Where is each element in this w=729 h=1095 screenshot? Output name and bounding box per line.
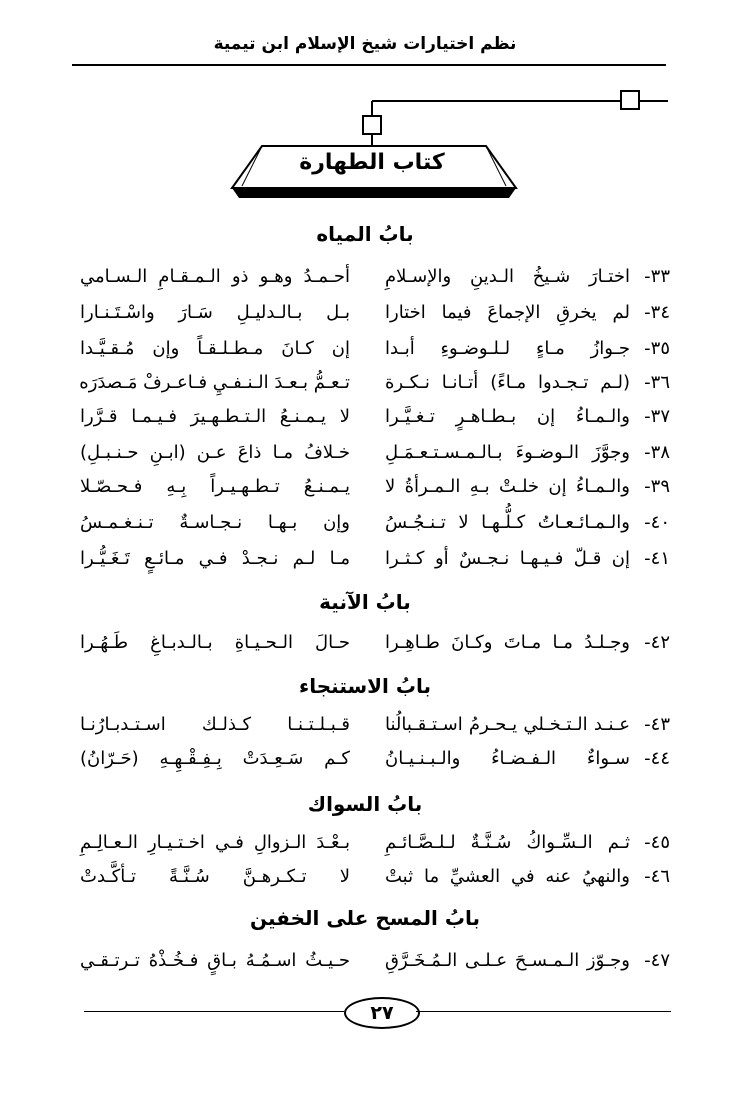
verse-first-hemistich: إن قـلّ فـيـهـا نـجـسٌ أو كـثـرا <box>385 548 630 569</box>
chapter-heading-khuffs: بابُ المسح على الخفين <box>250 906 480 930</box>
verse-number: ٤٢- <box>644 632 670 653</box>
verse-number: ٣٩- <box>644 476 670 497</box>
verse-number: ٤٧- <box>644 950 670 971</box>
verse-number: ٣٨- <box>644 442 670 463</box>
verse-row <box>80 372 670 404</box>
running-header: نظم اختيارات شيخ الإسلام ابن تيمية <box>213 34 517 54</box>
verse-second-hemistich: حـيـثُ اسـمُـهُ بـاقٍ فـخُـذْهُ تـرتـقـي <box>80 950 350 971</box>
verse-second-hemistich: مـا لـم نـجـدْ فـي مـائـعٍ تَـغَـيُّـرا <box>80 548 350 569</box>
verse-row <box>80 512 670 544</box>
verse-first-hemistich: والـمـاءُ إن بـطـاهـرٍ تـغـيَّـرا <box>385 406 630 427</box>
verse-number: ٣٥- <box>644 338 670 359</box>
verse-number: ٤٦- <box>644 866 670 887</box>
chapter-heading-siwak: بابُ السواك <box>307 792 423 816</box>
verse-second-hemistich: يـمـنـعُ تـطـهـيـراً بِـهِ فـحـصّـلا <box>80 476 350 497</box>
chapter-heading-istinja: بابُ الاستنجاء <box>299 674 431 698</box>
verse-second-hemistich: إن كـانَ مـطـلـقـاً وإن مُـقـيَّـدا <box>80 338 350 359</box>
verse-second-hemistich: كـم سَـعِـدَتْ بِـفِـقْـهِـهِ (حَـرّانُ) <box>80 748 350 769</box>
verse-number: ٤٣- <box>644 714 670 735</box>
chapter-heading-vessels: بابُ الآنية <box>319 590 411 614</box>
verse-first-hemistich: وجـوّز الـمـسـحَ عـلـى الـمُـخَـرَّقِ <box>385 950 630 971</box>
verse-row <box>80 406 670 438</box>
verse-first-hemistich: والـمـائـعـاتُ كـلُّـهـا لا تـنـجُـسُ <box>385 512 630 533</box>
verse-number: ٤١- <box>644 548 670 569</box>
verse-row <box>80 866 670 898</box>
footer-rule-right <box>416 1011 671 1012</box>
verse-row <box>80 266 670 298</box>
verse-row <box>80 338 670 370</box>
verse-second-hemistich: وإن بـهـا نـجـاسـةٌ تـنـغـمـسُ <box>80 512 350 533</box>
verse-second-hemistich: لا يـمـنـعُ الـتـطـهـيرَ فـيـمـا قـرَّرا <box>80 406 350 427</box>
verse-number: ٤٥- <box>644 832 670 853</box>
verse-first-hemistich: والنهيُ عنه في العشيِّ ما ثبتْ <box>385 866 630 887</box>
verse-second-hemistich: لا تـكـرهـنَّ سُـنَّـةً تـأكَّـدتْ <box>80 866 350 887</box>
chapter-heading-waters: بابُ المياه <box>316 222 414 246</box>
verse-row <box>80 476 670 508</box>
verse-number: ٣٦- <box>644 372 670 393</box>
page-number: ٢٧ <box>344 997 420 1029</box>
verse-first-hemistich: وجوَّزَ الـوضـوءَ بـالـمـسـتـعـمَـلِ <box>385 442 630 463</box>
book-title: كتاب الطهارة <box>299 150 445 175</box>
verse-second-hemistich: حـالَ الـحـيـاةِ بـالـدبـاغِ طَـهُـرا <box>80 632 350 653</box>
ornament-square-small <box>363 116 381 134</box>
verse-row <box>80 548 670 580</box>
verse-row <box>80 832 670 864</box>
verse-first-hemistich: وجـلـدُ مـا مـاتَ وكـانَ طـاهِـرا <box>385 632 630 653</box>
verse-row <box>80 442 670 474</box>
verse-second-hemistich: بـل بـالـدليـلِ سَـارَ واسْـتَـنـارا <box>80 302 350 323</box>
verse-number: ٣٣- <box>644 266 670 287</box>
verse-number: ٤٠- <box>644 512 670 533</box>
verse-row <box>80 748 670 780</box>
verse-row <box>80 302 670 334</box>
verse-first-hemistich: سـواءٌ الـفـضـاءُ والـبـنـيـانُ <box>385 748 630 769</box>
verse-first-hemistich: عـنـد الـتـخـلي يـحـرمُ اسـتـقـبالُنا <box>385 714 630 735</box>
verse-second-hemistich: قـبـلـتـنـا كـذلـك اسـتـدبـارُنـا <box>80 714 350 735</box>
verse-row <box>80 632 670 664</box>
verse-number: ٣٤- <box>644 302 670 323</box>
verse-second-hemistich: بـعْـدَ الـزوالِ فـي اخـتـيـارِ الـعـالِـمِ <box>80 832 350 853</box>
footer-rule-left <box>84 1011 344 1012</box>
verse-second-hemistich: أحـمـدُ وهـو ذو الـمـقـامِ الـسـامي <box>80 266 350 287</box>
verse-first-hemistich: (لـم تـجـدوا مـاءً) أتـانـا نـكـرة <box>385 372 630 393</box>
verse-first-hemistich: لم يخرقِ الإجماعَ فيما اختارا <box>385 302 630 323</box>
verse-first-hemistich: جـوازُ مـاءٍ لـلـوضـوءِ أبـدا <box>385 338 630 359</box>
verse-number: ٣٧- <box>644 406 670 427</box>
ornament-square <box>621 91 639 109</box>
verse-first-hemistich: والـمـاءُ إن خلـتْ بـهِ الـمـرأةُ لا <box>385 476 630 497</box>
verse-first-hemistich: ثـم الـسِّـواكُ سُـنَّـةٌ لـلـصَّـائـمِ <box>385 832 630 853</box>
verse-second-hemistich: تـعـمُّ بـعـدَ الـنـفـيِ فـاعـرفْ مَـصدَرَه <box>79 372 350 393</box>
verse-second-hemistich: خـلافُ مـا ذاعَ عـن (ابـنِ حـنـبـلِ) <box>80 442 350 463</box>
title-ornament <box>0 0 729 220</box>
verse-number: ٤٤- <box>644 748 670 769</box>
verse-row <box>80 714 670 746</box>
verse-row <box>80 950 670 982</box>
verse-first-hemistich: اختـارَ شـيخُ الـدينِ والإسـلامِ <box>385 266 630 287</box>
